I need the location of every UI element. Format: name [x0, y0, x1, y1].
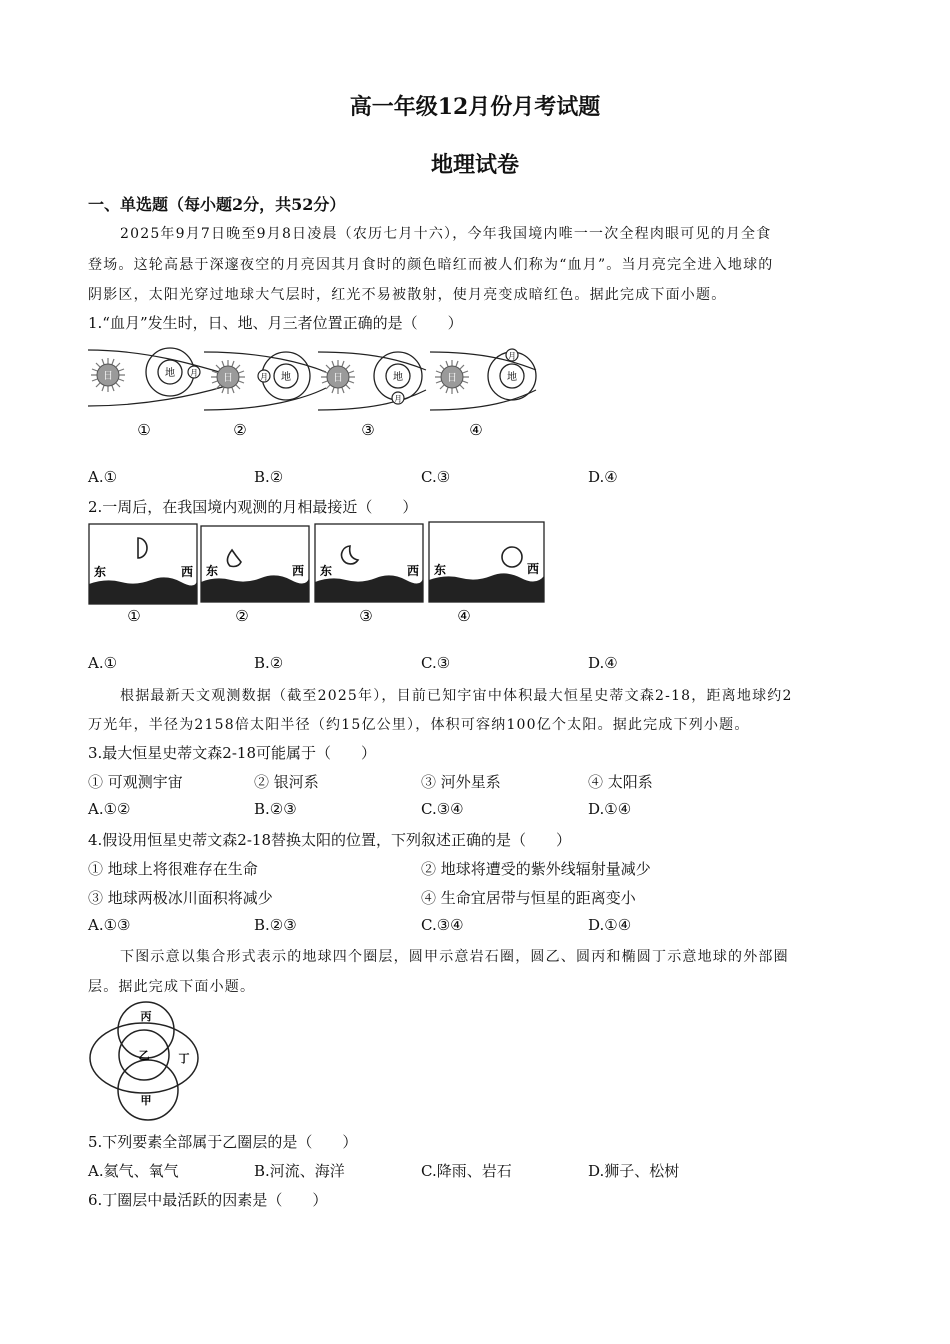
figure-label-4: ④ — [469, 421, 483, 439]
q5-stem: 5.下列要素全部属于乙圈层的是（ ） — [88, 1133, 358, 1151]
q4-choice-4: ④ 生命宜居带与恒星的距离变小 — [421, 889, 636, 907]
west-label: 西 — [407, 564, 420, 578]
q4-choice-2: ② 地球将遭受的紫外线辐射量减少 — [421, 860, 651, 878]
q4-option-a[interactable]: A.①③ — [88, 916, 131, 934]
q3-choice-1: ① 可观测宇宙 — [88, 773, 183, 791]
passage2-line1: 根据最新天文观测数据（截至2025年），目前已知宇宙中体积最大恒星史蒂文森2-18，距离地球约2 — [120, 688, 793, 704]
q2-option-a[interactable]: A.① — [88, 654, 118, 672]
q4-option-c[interactable]: C.③④ — [421, 916, 464, 934]
sun-label: 日 — [103, 371, 113, 382]
figure-label-4: ④ — [457, 607, 471, 625]
q1-figure — [86, 340, 546, 445]
q4-option-d[interactable]: D.①④ — [588, 916, 632, 934]
q5-option-c[interactable]: C.降雨、岩石 — [421, 1162, 512, 1180]
earth-label: 地 — [281, 372, 291, 383]
west-label: 西 — [181, 565, 194, 579]
q3-choice-4: ④ 太阳系 — [588, 773, 653, 791]
moon-label: 月 — [508, 351, 516, 361]
q3-choice-2: ② 银河系 — [254, 773, 319, 791]
q2-stem: 2.一周后，在我国境内观测的月相最接近（ ） — [88, 498, 418, 516]
bing-label: 丙 — [140, 1010, 152, 1023]
passage3-line1: 下图示意以集合形式表示的地球四个圈层，圆甲示意岩石圈，圆乙、圆丙和椭圆丁示意地球的外部圈 — [120, 949, 789, 965]
moon-label: 月 — [394, 394, 402, 404]
earth-label: 地 — [393, 372, 403, 383]
west-label: 西 — [292, 564, 305, 578]
q3-choice-3: ③ 河外星系 — [421, 773, 501, 791]
q5-option-a[interactable]: A.氦气、氧气 — [88, 1162, 179, 1180]
east-label: 东 — [94, 565, 107, 579]
q2-figure — [86, 520, 548, 628]
section-heading: 一、单选题（每小题2分，共52分） — [88, 195, 346, 214]
moonphase-panel-4 — [429, 522, 544, 625]
figure-label-1: ① — [137, 421, 151, 439]
q1-stem: 1.“血月”发生时，日、地、月三者位置正确的是（ ） — [88, 314, 463, 332]
figure-label-2: ② — [233, 421, 247, 439]
figure-label-3: ③ — [361, 421, 375, 439]
figure-label-1: ① — [127, 607, 141, 625]
sun-label: 日 — [447, 373, 457, 384]
q3-option-d[interactable]: D.①④ — [588, 800, 632, 818]
figure-label-3: ③ — [359, 607, 373, 625]
jia-label: 甲 — [140, 1094, 152, 1107]
moonphase-panel-2 — [201, 526, 309, 625]
q1-option-a[interactable]: A.① — [88, 468, 118, 486]
q1-option-d[interactable]: D.④ — [588, 468, 618, 486]
ding-label: 丁 — [178, 1052, 190, 1065]
q6-stem: 6.丁圈层中最活跃的因素是（ ） — [88, 1191, 328, 1209]
q4-stem: 4.假设用恒星史蒂文森2-18替换太阳的位置，下列叙述正确的是（ ） — [88, 831, 572, 849]
figure-label-2: ② — [235, 607, 249, 625]
q5-option-b[interactable]: B.河流、海洋 — [254, 1162, 345, 1180]
page-subtitle: 地理试卷 — [430, 152, 519, 178]
east-label: 东 — [320, 564, 333, 578]
passage1-line1: 2025年9月7日晚至9月8日凌晨（农历七月十六），今年我国境内唯一一次全程肉眼可见的月全食 — [120, 226, 772, 242]
sun-label: 日 — [333, 373, 343, 384]
q3-option-a[interactable]: A.①② — [88, 800, 131, 818]
moonphase-panel-3 — [315, 524, 423, 625]
moon-label: 月 — [260, 372, 268, 382]
figure1-panel — [88, 348, 226, 439]
q3-option-c[interactable]: C.③④ — [421, 800, 464, 818]
passage1-line2: 登场。这轮高悬于深邃夜空的月亮因其月食时的颜色暗红而被人们称为“血月”。当月亮完全进入地球的 — [88, 257, 774, 273]
sun-label: 日 — [223, 373, 233, 384]
q1-option-b[interactable]: B.② — [254, 468, 284, 486]
q3-option-b[interactable]: B.②③ — [254, 800, 297, 818]
yi-label: 乙 — [138, 1049, 150, 1062]
passage3-line2: 层。据此完成下面小题。 — [88, 979, 256, 995]
figure3-panel — [318, 352, 426, 439]
passage1-line3: 阴影区，太阳光穿过地球大气层时，红光不易被散射，使月亮变成暗红色。据此完成下面小题。 — [88, 287, 727, 303]
passage2-line2: 万光年，半径为2158倍太阳半径（约15亿公里），体积可容纳100亿个太阳。据此完成下列小题。 — [88, 717, 750, 733]
q1-option-c[interactable]: C.③ — [421, 468, 451, 486]
jia-circle — [118, 1060, 178, 1120]
page-title: 高一年级12月份月考试题 — [349, 94, 601, 120]
q4-choice-3: ③ 地球两极冰川面积将减少 — [88, 889, 273, 907]
east-label: 东 — [206, 564, 219, 578]
east-label: 东 — [434, 563, 447, 577]
earth-label: 地 — [165, 368, 175, 379]
q4-choice-1: ① 地球上将很难存在生命 — [88, 860, 258, 878]
moon-shape — [502, 547, 522, 567]
q5-option-d[interactable]: D.狮子、松树 — [588, 1162, 680, 1180]
q2-option-c[interactable]: C.③ — [421, 654, 451, 672]
figure2-panel — [204, 352, 326, 439]
q4-option-b[interactable]: B.②③ — [254, 916, 297, 934]
q3-stem: 3.最大恒星史蒂文森2-18可能属于（ ） — [88, 744, 377, 762]
moon-label: 月 — [190, 368, 198, 378]
q2-option-b[interactable]: B.② — [254, 654, 284, 672]
earth-label: 地 — [507, 372, 517, 383]
moonphase-panel-1 — [89, 524, 197, 625]
q2-option-d[interactable]: D.④ — [588, 654, 618, 672]
west-label: 西 — [527, 562, 540, 576]
figure4-panel — [430, 349, 536, 439]
sphere-diagram — [86, 1000, 216, 1122]
